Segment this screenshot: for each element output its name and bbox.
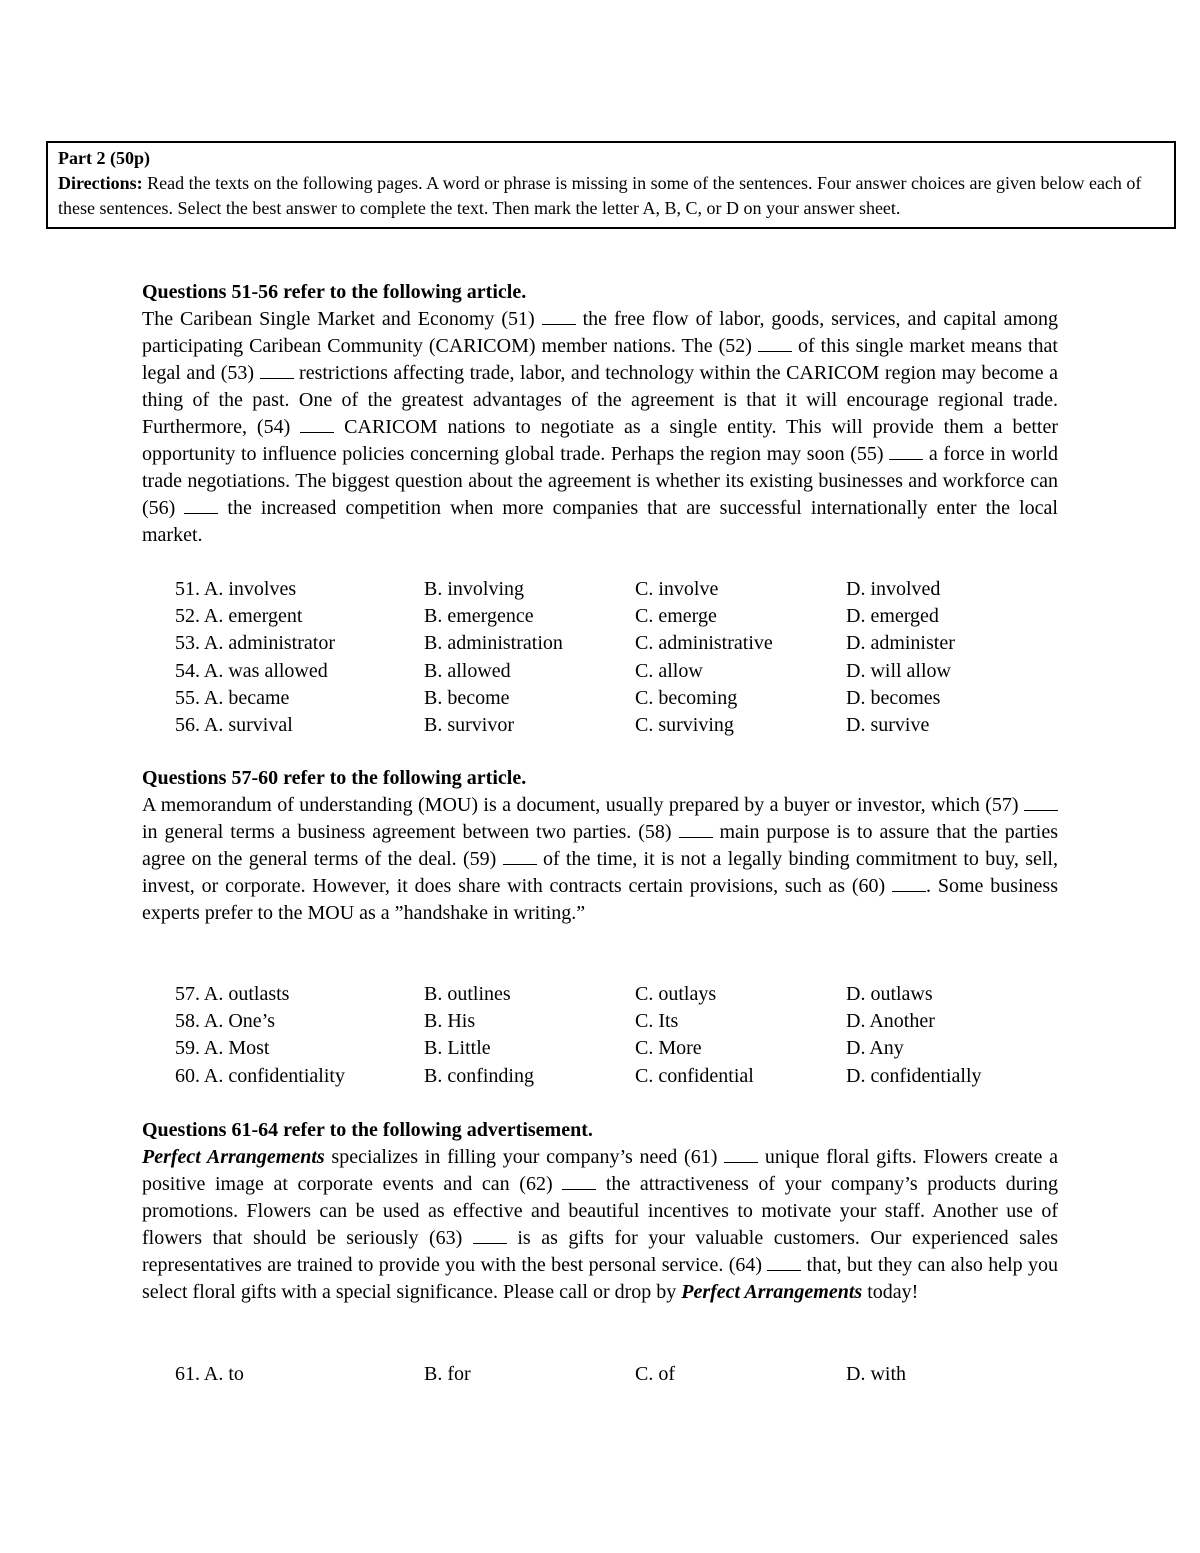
- blank-54: [300, 417, 334, 433]
- answer-row: 56. A. survival B. survivor C. surviving D. survive: [175, 713, 930, 736]
- section-heading: Questions 57-60 refer to the following article.: [142, 767, 527, 789]
- brand-name: Perfect Arrangements: [681, 1281, 863, 1303]
- part-label: Part 2 (50p): [58, 148, 150, 168]
- blank-56: [184, 498, 218, 514]
- directions-box: [46, 141, 1176, 229]
- answer-row: 53. A. administrator B. administration C. administrative D. administer: [175, 632, 955, 655]
- answer-choices-51-56: [175, 576, 1075, 739]
- section-heading: Questions 51-56 refer to the following article.: [142, 281, 527, 303]
- blank-59: [503, 849, 537, 865]
- answer-row: 58. A. One’s B. His C. Its D. Another: [175, 1010, 935, 1033]
- blank-64: [767, 1255, 801, 1271]
- advertisement-text: Perfect Arrangements specializes in filling your company’s need (61) unique floral gifts. Flowers create a positive image at corporate events and can (62) the attractiveness of your company’s products during promotions. Flowers can be used as effective and beautiful incentives to motivate your staff. Another use of flowers that should be seriously (63) is as gifts for your valuable customers. Our experienced sales representatives are trained to provide you with the best personal service. (64) that, but they can also help you select floral gifts with a special significance. Please call or drop by Perfect Arrangements today!: [142, 1146, 1058, 1303]
- blank-58: [679, 822, 713, 838]
- answer-row: 55. A. became B. become C. becoming D. becomes: [175, 686, 941, 709]
- blank-62: [562, 1174, 596, 1190]
- blank-61: [724, 1147, 758, 1163]
- answer-row: 52. A. emergent B. emergence C. emerge D. emerged: [175, 605, 939, 628]
- answer-row: 60. A. confidentiality B. confinding C. confidential D. confidentially: [175, 1064, 982, 1087]
- blank-57: [1024, 795, 1058, 811]
- section-questions-57-60: [142, 765, 1058, 927]
- section-heading: Questions 61-64 refer to the following advertisement.: [142, 1119, 593, 1141]
- brand-name: Perfect Arrangements: [142, 1146, 325, 1168]
- answer-row: 61. A. to B. for C. of D. with: [175, 1363, 906, 1385]
- blank-53: [260, 363, 294, 379]
- answer-row: 57. A. outlasts B. outlines C. outlays D. outlaws: [175, 983, 933, 1005]
- directions-text: Directions: Read the texts on the following pages. A word or phrase is missing in some of the sentences. Four answer choices are given below each of these sentences. Select the best answer to complete the text. Then mark the letter A, B, C, or D on your answer sheet.: [58, 173, 1142, 218]
- answer-choices-61-64: [175, 1361, 1075, 1388]
- section-questions-51-56: [142, 279, 1058, 549]
- blank-63: [473, 1228, 507, 1244]
- blank-55: [889, 444, 923, 460]
- blank-51: [542, 309, 576, 325]
- answer-row: 51. A. involves B. involving C. involve D. involved: [175, 578, 941, 600]
- section-questions-61-64: [142, 1117, 1058, 1306]
- blank-52: [758, 336, 792, 352]
- answer-choices-57-60: [175, 981, 1075, 1090]
- article-text: A memorandum of understanding (MOU) is a document, usually prepared by a buyer or investor, which (57) in general terms a business agreement between two parties. (58) main purpose is to assure that the parties agree on the general terms of the deal. (59) of the time, it is not a legally binding commitment to buy, sell, invest, or corporate. However, it does share with contracts certain provisions, such as (60) . Some business experts prefer to the MOU as a ”handshake in writing.”: [142, 794, 1059, 924]
- blank-60: [892, 876, 926, 892]
- answer-row: 54. A. was allowed B. allowed C. allow D. will allow: [175, 659, 951, 682]
- answer-row: 59. A. Most B. Little C. More D. Any: [175, 1037, 904, 1060]
- directions-label: Directions:: [58, 173, 143, 193]
- article-text: The Caribean Single Market and Economy (51) the free flow of labor, goods, services, and capital among participating Caribean Community (CARICOM) member nations. The (52) of this single market means that legal and (53) restrictions affecting trade, labor, and technology within the CARICOM region may become a thing of the past. One of the greatest advantages of the agreement is that it will encourage regional trade. Furthermore, (54) CARICOM nations to negotiate as a single entity. This will provide them a better opportunity to influence policies concerning global trade. Perhaps the region may soon (55) a force in world trade negotiations. The biggest question about the agreement is whether its existing businesses and workforce can (56) the increased competition when more companies that are successful internationally enter the local market.: [142, 308, 1059, 546]
